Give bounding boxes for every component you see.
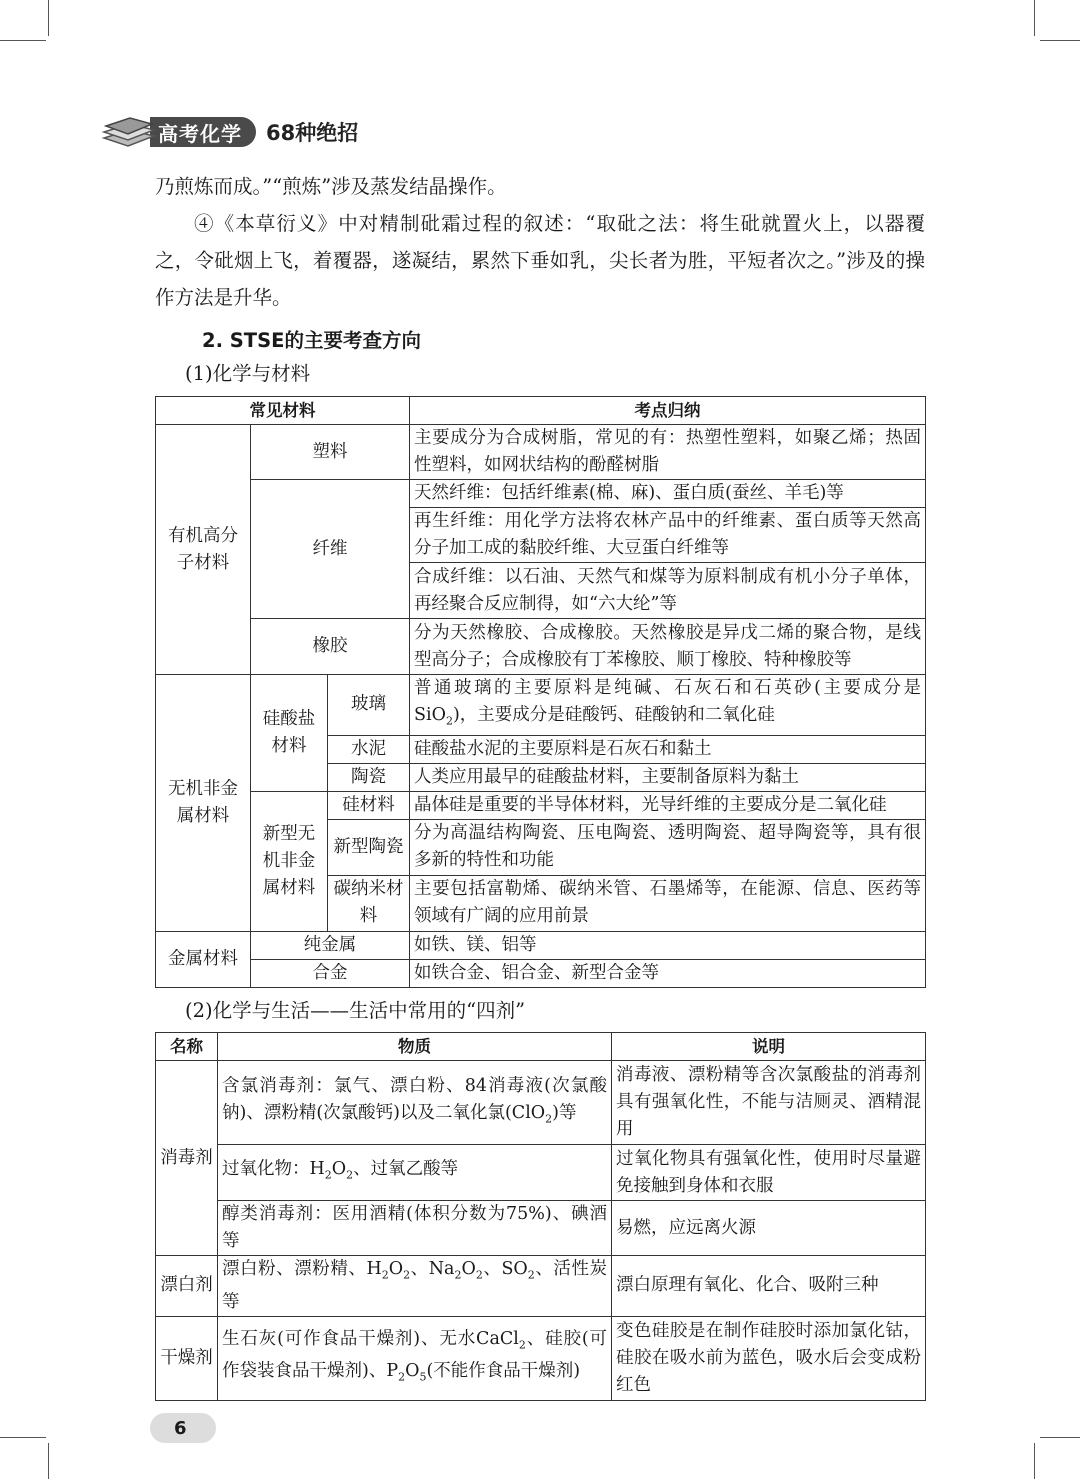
table-header: 考点归纳	[410, 397, 926, 425]
description-cell: 主要成分为合成树脂，常见的有：热塑性塑料，如聚乙烯；热固性塑料，如网状结构的酚醛树脂	[410, 425, 926, 480]
four-agents-table	[155, 1032, 926, 1401]
table-header: 说明	[612, 1033, 926, 1061]
header-title: 高考化学	[150, 117, 256, 147]
table-header: 名称	[156, 1033, 218, 1061]
category-cell: 有机高分子材料	[156, 425, 251, 675]
agent-name-cell: 干燥剂	[156, 1316, 218, 1400]
substance-cell: 醇类消毒剂：医用酒精(体积分数为75%)、碘酒等	[218, 1201, 612, 1256]
subsection-title-2: (2)化学与生活——生活中常用的“四剂”	[185, 999, 526, 1022]
subcategory-cell: 硅酸盐材料	[251, 675, 328, 792]
material-cell: 硅材料	[328, 791, 410, 819]
material-cell: 合金	[251, 959, 410, 987]
subsection-title-1: (1)化学与材料	[185, 362, 311, 385]
description-cell: 如铁合金、铝合金、新型合金等	[410, 959, 926, 987]
material-cell: 纯金属	[251, 931, 410, 959]
note-cell: 易燃，应远离火源	[612, 1201, 926, 1256]
material-cell: 陶瓷	[328, 763, 410, 791]
subcategory-cell: 新型无机非金属材料	[251, 791, 328, 931]
description-cell: 再生纤维：用化学方法将农林产品中的纤维素、蛋白质等天然高分子加工成的黏胶纤维、大豆蛋白纤维等	[410, 508, 926, 563]
note-cell: 漂白原理有氧化、化合、吸附三种	[612, 1256, 926, 1317]
description-cell: 人类应用最早的硅酸盐材料，主要制备原料为黏土	[410, 763, 926, 791]
description-cell: 合成纤维：以石油、天然气和煤等为原料制成有机小分子单体，再经聚合反应制得，如“六大纶”等	[410, 563, 926, 619]
substance-cell: 含氯消毒剂：氯气、漂白粉、84消毒液(次氯酸钠)、漂粉精(次氯酸钙)以及二氧化氯(ClO$_2$)等	[218, 1061, 612, 1145]
note-cell: 过氧化物具有强氧化性，使用时尽量避免接触到身体和衣服	[612, 1145, 926, 1201]
table-header: 常见材料	[156, 397, 410, 425]
note-cell: 消毒液、漂粉精等含次氯酸盐的消毒剂具有强氧化性，不能与洁厕灵、酒精混用	[612, 1061, 926, 1145]
material-cell: 碳纳米材料	[328, 875, 410, 931]
material-cell: 橡胶	[251, 619, 410, 675]
running-header	[100, 112, 358, 152]
substance-cell: 过氧化物：$H_2O_2$、过氧乙酸等	[218, 1145, 612, 1201]
paragraph-1: 乃煎炼而成。”“煎炼”涉及蒸发结晶操作。	[155, 175, 507, 198]
description-cell: 天然纤维：包括纤维素(棉、麻)、蛋白质(蚕丝、羊毛)等	[410, 480, 926, 508]
section-title: 2. STSE的主要考查方向	[202, 329, 421, 352]
agent-name-cell: 消毒剂	[156, 1061, 218, 1256]
header-subtitle: 68种绝招	[266, 121, 359, 145]
description-cell: 分为天然橡胶、合成橡胶。天然橡胶是异戊二烯的聚合物，是线型高分子；合成橡胶有丁苯橡胶、顺丁橡胶、特种橡胶等	[410, 619, 926, 675]
material-cell: 塑料	[251, 425, 410, 480]
category-cell: 金属材料	[156, 931, 251, 987]
material-cell: 水泥	[328, 735, 410, 763]
paragraph-2: ④《本草衍义》中对精制砒霜过程的叙述：“取砒之法：将生砒就置火上，以器覆之，令砒烟上飞，着覆器，遂凝结，累然下垂如乳，尖长者为胜，平短者次之。”涉及的操作方法是升华。	[155, 212, 925, 309]
note-cell: 变色硅胶是在制作硅胶时添加氯化钴，硅胶在吸水前为蓝色，吸水后会变成粉红色	[612, 1316, 926, 1400]
description-cell: 晶体硅是重要的半导体材料，光导纤维的主要成分是二氧化硅	[410, 791, 926, 819]
description-cell: 如铁、镁、铝等	[410, 931, 926, 959]
description-cell: 分为高温结构陶瓷、压电陶瓷、透明陶瓷、超导陶瓷等，具有很多新的特性和功能	[410, 819, 926, 875]
materials-table	[155, 396, 926, 988]
substance-cell: 漂白粉、漂粉精、$H_2O_2$、$Na_2O_2$、$SO_2$、活性炭等	[218, 1256, 612, 1317]
description-cell: 硅酸盐水泥的主要原料是石灰石和黏土	[410, 735, 926, 763]
description-cell: 主要包括富勒烯、碳纳米管、石墨烯等，在能源、信息、医药等领域有广阔的应用前景	[410, 875, 926, 931]
material-cell: 玻璃	[328, 675, 410, 736]
table-header: 物质	[218, 1033, 612, 1061]
page-number: 6	[150, 1413, 216, 1443]
substance-cell: 生石灰(可作食品干燥剂)、无水CaCl$_2$、硅胶(可作袋装食品干燥剂)、$P_2O_5$(不能作食品干燥剂)	[218, 1316, 612, 1400]
agent-name-cell: 漂白剂	[156, 1256, 218, 1317]
description-cell: 普通玻璃的主要原料是纯碱、石灰石和石英砂(主要成分是SiO$_2$)，主要成分是硅酸钙、硅酸钠和二氧化硅	[410, 675, 926, 736]
material-cell: 新型陶瓷	[328, 819, 410, 875]
book-stack-icon	[100, 114, 156, 150]
category-cell: 无机非金属材料	[156, 675, 251, 932]
material-cell: 纤维	[251, 480, 410, 619]
